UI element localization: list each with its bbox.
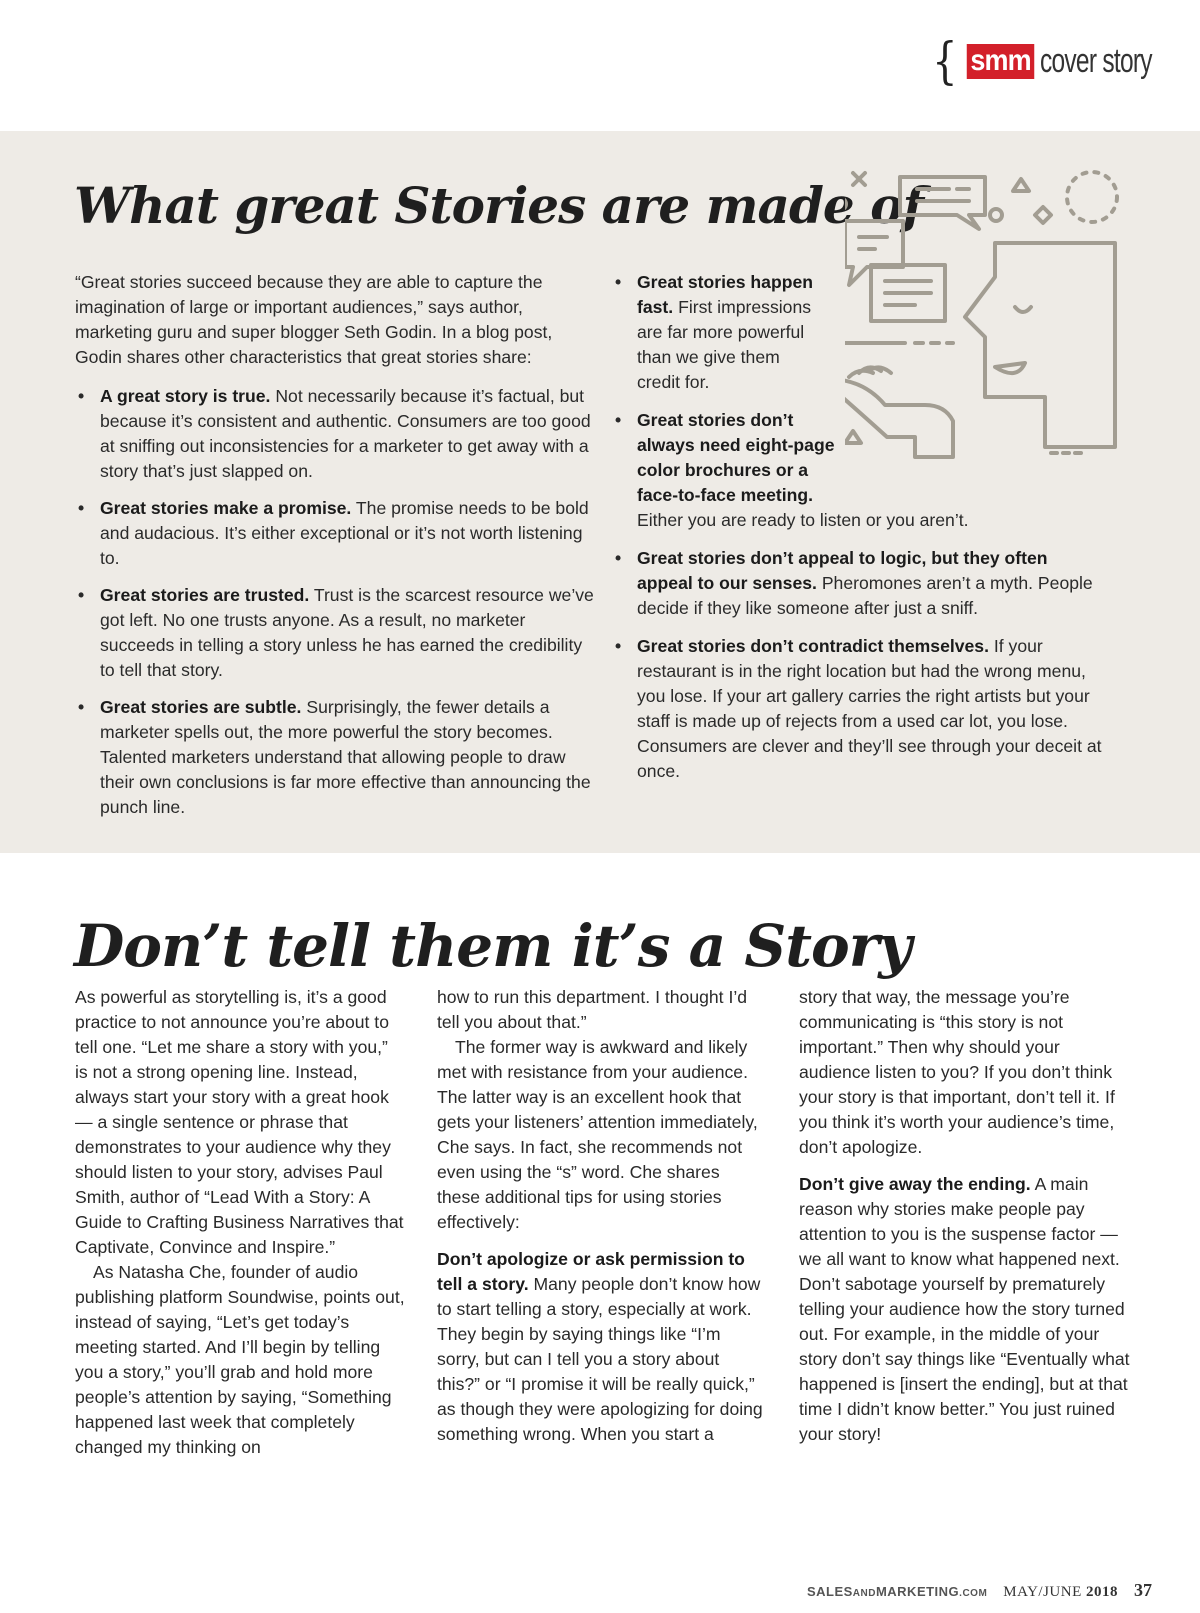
tip-text: Many people don’t know how to start telling a story, especially at work. They begin by saying things like “I’m sorry, but can I tell you a story about this?” or “I promise it will be really quick,” as though they were apologizing for doing something wrong. When you start a xyxy=(437,1274,763,1444)
section1-title: What great Stories are made of xyxy=(74,176,923,235)
tip-lead: Don’t apologize or ask permission to tell a story. xyxy=(437,1249,745,1294)
list-item xyxy=(612,270,827,395)
right-bullet-list xyxy=(612,270,1122,784)
tip-paragraph xyxy=(437,1247,767,1447)
dotted-circle-icon xyxy=(1067,172,1117,222)
list-item xyxy=(75,695,595,820)
bullet-text: If your restaurant is in the right location but had the wrong menu, you lose. If your art gallery carries the right artists but your staff is made up of rejects from a used car lot, you lose. Consumers are clever and they’ll see through your deceit at once. xyxy=(637,636,1102,781)
list-item xyxy=(75,496,595,571)
x-mark-icon xyxy=(853,173,865,185)
tip-text: A main reason why stories make people pay attention to you is the suspense factor — we all want to know what happened next. Don’t sabotage yourself by prematurely telling your audience how the story turned out. For example, in the middle of your story don’t say things like “Eventually what happened is [insert the ending], but at that time I didn’t know better.” You just ruined your story! xyxy=(799,1174,1130,1444)
bullet-text: Trust is the scarcest resource we’ve got left. No one trusts anyone. As a result, no marketer succeeds in telling a story unless he has earned the credibility to tell that story. xyxy=(100,585,594,680)
paragraph: As Natasha Che, founder of audio publishing platform Soundwise, points out, instead of saying, “Let’s get today’s meeting started. And I’ll begin by telling you a story,” you’ll grab and hold more people’s attention by saying, “Something happened last week that completely changed my thinking on xyxy=(75,1262,405,1457)
paragraph: story that way, the message you’re communicating is “this story is not important.” Then why should your audience listen to you? If you don’t think your story is that important, don’t tell it. If you think it’s worth your audience’s time, don’t apologize. xyxy=(799,987,1115,1157)
left-bullet-list xyxy=(75,384,595,820)
bullet-lead: Great stories are subtle. xyxy=(100,697,302,717)
bullet-text: First impressions are far more powerful than we give them credit for. xyxy=(637,297,812,392)
bullet-lead: Great stories make a promise. xyxy=(100,498,352,518)
bullet-lead: • Great stories don’t always need eight-page color brochures or a face-to-face meeting. xyxy=(637,410,835,505)
section2-column-1 xyxy=(75,985,405,1460)
bullet-text: The promise needs to be bold and audacious. It’s either exceptional or it’s not worth listening to. xyxy=(100,498,589,568)
bullet-text: Either you are ready to listen or you aren’t. xyxy=(637,510,969,530)
smm-logo: smm xyxy=(967,44,1035,79)
bullet-text: Pheromones aren’t a myth. People decide if they like someone after just a sniff. xyxy=(637,573,1093,618)
brand-brace: { xyxy=(932,32,958,90)
section2-title: Don’t tell them it’s a Story xyxy=(74,912,911,980)
bullet-lead: Great stories are trusted. xyxy=(100,585,310,605)
section1-left-column xyxy=(75,270,595,832)
bullet-lead: Great stories don’t contradict themselves. xyxy=(637,636,989,656)
paragraph: how to run this department. I thought I’d tell you about that.” xyxy=(437,987,748,1032)
list-item xyxy=(75,583,595,683)
bullet-lead: Great stories happen fast. xyxy=(637,272,813,317)
tip-paragraph xyxy=(799,1172,1134,1447)
section-brand xyxy=(929,32,1156,90)
page-footer xyxy=(807,1580,1152,1601)
tip-lead: Don’t give away the ending. xyxy=(799,1174,1031,1194)
speech-bubble-top-icon xyxy=(900,177,985,229)
section-label: cover story xyxy=(1040,41,1152,80)
triangle-icon xyxy=(1013,179,1029,191)
bullet-text: Surprisingly, the fewer details a marketer spells out, the more powerful the story becomes. Talented marketers understand that allowing people to draw their own conclusions is far more effective than announcing the punch line. xyxy=(100,697,591,817)
paragraph: The former way is awkward and likely met with resistance from your audience. The latter way is an excellent hook that gets your listeners’ attention immediately, Che says. In fact, she recommends not even using the “s” word. Che shares these additional tips for using stories effectively: xyxy=(437,1037,758,1232)
bullet-lead: A great story is true. xyxy=(100,386,271,406)
bullet-lead: Great stories don’t appeal to logic, but they often appeal to our senses. xyxy=(637,548,1048,593)
small-circle-icon xyxy=(845,198,846,210)
page-number: 37 xyxy=(1134,1580,1152,1600)
section1-right-column xyxy=(612,270,1122,796)
list-item xyxy=(75,384,595,484)
bullet-text: Not necessarily because it’s factual, but because it’s consistent and authentic. Consumers are too good at sniffing out inconsistencies for a marketer to get away with a story that’s just slapped on. xyxy=(100,386,591,481)
site-url: SALESANDMARKETING.COM xyxy=(806,1584,988,1599)
section2-column-2 xyxy=(437,985,767,1447)
list-item xyxy=(612,634,1102,784)
section1-intro: “Great stories succeed because they are able to capture the imagination of large or important audiences,” says author, marketing guru and super blogger Seth Godin. In a blog post, Godin shares other characteristics that great stories share: xyxy=(75,272,553,367)
issue-date: MAY/JUNE 2018 xyxy=(1003,1584,1118,1600)
list-item xyxy=(612,546,1102,621)
list-item xyxy=(612,408,1122,533)
section2-column-3 xyxy=(799,985,1134,1447)
ring-icon xyxy=(990,209,1002,221)
paragraph: As powerful as storytelling is, it’s a good practice to not announce you’re about to tell one. “Let me share a story with you,” is not a strong opening line. Instead, always start your story with a great hook — a single sentence or phrase that demonstrates to your audience why they should listen to your story, advises Paul Smith, author of “Lead With a Story: A Guide to Crafting Business Narratives that Captivate, Convince and Inspire.” xyxy=(75,987,404,1257)
diamond-icon xyxy=(1035,207,1051,223)
